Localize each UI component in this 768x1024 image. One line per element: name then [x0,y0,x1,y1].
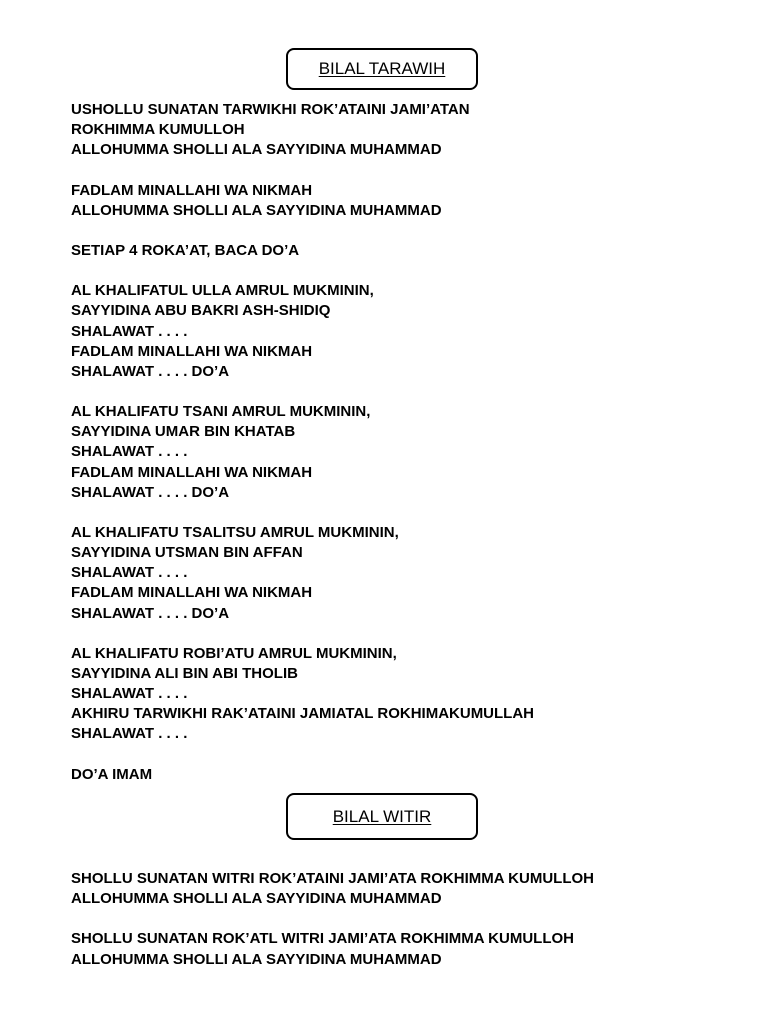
blank-line [71,382,534,402]
text-line: AL KHALIFATU ROBI’ATU AMRUL MUKMININ, [71,644,397,662]
text-line: AL KHALIFATU TSANI AMRUL MUKMININ, [71,403,371,421]
text-line: AKHIRU TARWIKHI RAK’ATAINI JAMIATAL ROKHIMAKUMULLAH [71,705,535,723]
text-line: SHALAWAT . . . . DO’A [71,483,230,501]
text-line: SHOLLU SUNATAN WITRI ROK’ATAINI JAMI’ATA ROKHIMMA KUMULLOH [71,870,594,887]
text-line: AL KHALIFATUL ULLA AMRUL MUKMININ, [71,282,374,300]
text-line: ROKHIMMA KUMULLOH [71,121,245,139]
blank-line [71,221,534,241]
text-line: SHALAWAT . . . . [71,443,188,461]
text-line: SHALAWAT . . . . DO’A [71,604,230,622]
text-line: SAYYIDINA ABU BAKRI ASH-SHIDIQ [71,302,331,320]
text-line: FADLAM MINALLAHI WA NIKMAH [71,584,313,602]
text-line: SAYYIDINA UMAR BIN KHATAB [71,423,296,441]
text-line: ALLOHUMMA SHOLLI ALA SAYYIDINA MUHAMMAD [71,201,442,219]
text-line: SHALAWAT . . . . [71,685,188,703]
text-line: SETIAP 4 ROKA’AT, BACA DO’A [71,241,300,259]
text-line: FADLAM MINALLAHI WA NIKMAH [71,342,313,360]
section-title-box-tarawih [286,48,478,90]
text-line: DO’A IMAM [71,765,153,783]
text-line: SHALAWAT . . . . [71,564,188,582]
section-title-tarawih: BILAL TARAWIH [318,59,446,78]
text-line: AL KHALIFATU TSALITSU AMRUL MUKMININ, [71,523,399,541]
text-line: USHOLLU SUNATAN TARWIKHI ROK’ATAINI JAMI’ATAN [71,101,470,118]
text-line: SHALAWAT . . . . DO’A [71,362,230,380]
tarawih-text-block [71,100,534,785]
text-line: FADLAM MINALLAHI WA NIKMAH [71,463,313,481]
blank-line [71,503,534,523]
section-title-witir: BILAL WITIR [332,806,432,826]
blank-line [71,261,534,281]
blank-line [71,624,534,644]
text-line: ALLOHUMMA SHOLLI ALA SAYYIDINA MUHAMMAD [71,950,442,968]
text-line: ALLOHUMMA SHOLLI ALA SAYYIDINA MUHAMMAD [71,141,442,159]
blank-line [71,909,594,929]
blank-line [71,745,534,765]
text-line: SHALAWAT . . . . [71,725,188,743]
blank-line [71,160,534,180]
text-line: ALLOHUMMA SHOLLI ALA SAYYIDINA MUHAMMAD [71,890,442,908]
text-line: SHALAWAT . . . . [71,322,188,340]
witir-text-block [71,869,594,970]
text-line: FADLAM MINALLAHI WA NIKMAH [71,181,313,199]
section-title-box-witir [286,793,478,840]
text-line: SAYYIDINA ALI BIN ABI THOLIB [71,664,298,682]
text-line: SHOLLU SUNATAN ROK’ATL WITRI JAMI’ATA ROKHIMMA KUMULLOH [71,930,574,948]
text-line: SAYYIDINA UTSMAN BIN AFFAN [71,544,303,562]
